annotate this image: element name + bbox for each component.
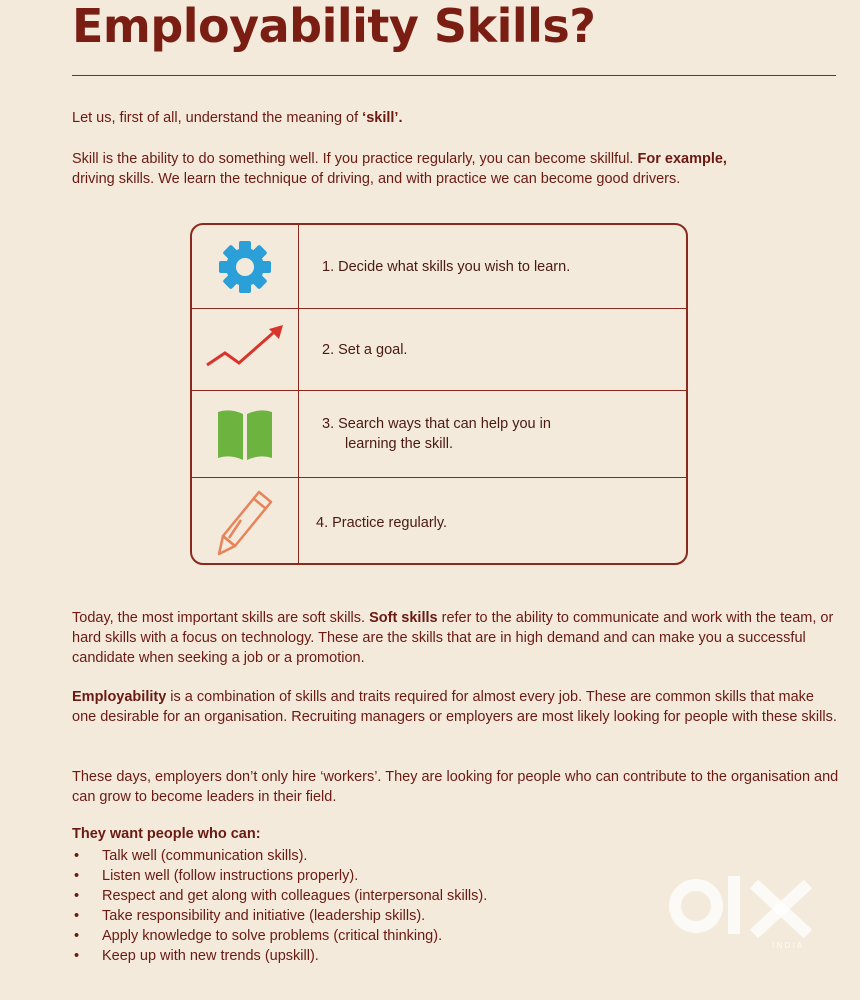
list-heading: They want people who can:: [72, 826, 261, 842]
page-title: Employability Skills?: [72, 0, 596, 53]
step-text: [322, 391, 666, 477]
employability-text: is a combination of skills and traits required for almost every job. These are common skills that make one desirable for an organisation. Recruiting managers or employers are most likely looking for people with these skills.: [72, 689, 837, 725]
step-icon-cell: [192, 391, 299, 477]
employability-paragraph: [72, 687, 842, 727]
step-icon-cell: [192, 309, 299, 390]
step-icon-cell: [192, 225, 299, 308]
skills-list: [72, 846, 487, 966]
skill-def-text-2: driving skills. We learn the technique of driving, and with practice we can become good drivers.: [72, 171, 681, 187]
olx-watermark-logo: [668, 872, 818, 952]
pencil-icon: [215, 488, 275, 558]
step-text: [322, 225, 666, 308]
step-label: 2. Set a goal.: [322, 341, 408, 358]
intro-bold: ‘skill’.: [362, 110, 403, 126]
list-item: • Take responsibility and initiative (leadership skills).: [72, 906, 487, 926]
step-row-4: [192, 477, 686, 565]
step-label: 4. Practice regularly.: [316, 514, 448, 531]
skill-steps-table: [190, 223, 688, 565]
employers-paragraph: These days, employers don’t only hire ‘workers’. They are looking for people who can contribute to the organisation and can grow to become leaders in their field.: [72, 769, 839, 805]
step-text: [322, 309, 666, 390]
watermark-sub: INDIA: [772, 941, 805, 950]
step-label: 1. Decide what skills you wish to learn.: [322, 258, 571, 275]
employability-bold: Employability: [72, 689, 167, 705]
soft-skills-text: Today, the most important skills are soft skills.: [72, 610, 370, 626]
step-icon-cell: [192, 478, 299, 565]
skill-def-bold: For example,: [637, 151, 727, 167]
skill-definition-paragraph: [72, 149, 842, 189]
step-row-1: [192, 225, 686, 308]
step-row-2: [192, 308, 686, 390]
list-item: • Talk well (communication skills).: [72, 846, 487, 866]
book-icon: [216, 406, 274, 462]
title-divider: [72, 75, 836, 76]
trend-arrow-icon: [203, 325, 287, 375]
list-item: • Listen well (follow instructions properly).: [72, 866, 487, 886]
list-item: • Keep up with new trends (upskill).: [72, 946, 487, 966]
soft-skills-paragraph: [72, 608, 842, 668]
soft-skills-bold: Soft skills: [369, 610, 438, 626]
soft-skills-rest: refer to the ability to communicate and work with the team, or hard skills with a focus on technology. These are the skills that are in high demand and can make you a successful candidate when seeking a job or a promotion.: [72, 610, 834, 666]
step-label-line-2: learning the skill.: [345, 436, 453, 452]
step-text: [316, 478, 666, 565]
list-item: • Respect and get along with colleagues (interpersonal skills).: [72, 886, 487, 906]
list-item: • Apply knowledge to solve problems (critical thinking).: [72, 926, 487, 946]
skill-def-text: Skill is the ability to do something well. If you practice regularly, you can become skillful.: [72, 151, 638, 167]
intro-text: Let us, first of all, understand the meaning of: [72, 110, 363, 126]
gear-icon: [218, 240, 272, 294]
intro-paragraph: [72, 108, 842, 128]
step-label: 3. Search ways that can help you in: [322, 416, 551, 432]
step-row-3: [192, 390, 686, 477]
